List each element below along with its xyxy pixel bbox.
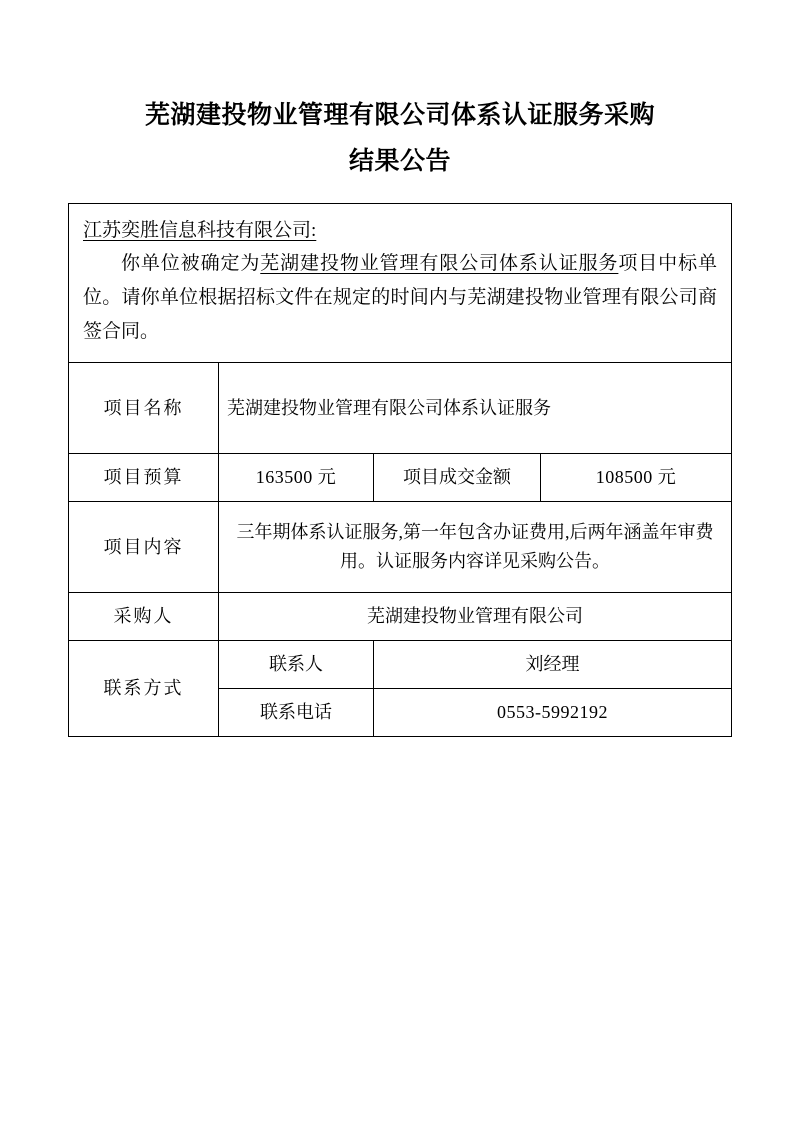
table-row xyxy=(69,363,732,454)
table-row xyxy=(69,640,732,688)
info-table xyxy=(68,362,732,736)
row-value-contact-person: 刘经理 xyxy=(374,640,732,688)
notice-body-part1: 你单位被确定为 xyxy=(121,252,261,274)
row-value-project-content: 三年期体系认证服务,第一年包含办证费用,后两年涵盖年审费用。认证服务内容详见采购公告。 xyxy=(219,502,732,593)
row-label-purchaser: 采购人 xyxy=(69,593,219,641)
row-label-contact-phone: 联系电话 xyxy=(219,688,374,736)
addressee: 江苏奕胜信息科技有限公司: xyxy=(83,219,317,241)
row-deal-amount-wrapper xyxy=(374,454,732,502)
notice-body-highlight: 芜湖建投物业管理有限公司体系认证服务 xyxy=(260,252,619,274)
row-label-project-name: 项目名称 xyxy=(69,363,219,454)
notice-body-part2: 项目中标单位。请你单位根据招标文件在规定的时间内与芜湖建投物业管理有限公司商签合同。 xyxy=(83,252,717,342)
row-value-budget: 163500 元 xyxy=(219,454,374,502)
page-title-line1: 芜湖建投物业管理有限公司体系认证服务采购 xyxy=(144,100,655,129)
row-label-project-content: 项目内容 xyxy=(69,502,219,593)
notice-block xyxy=(68,203,732,363)
table-row xyxy=(69,502,732,593)
table-row xyxy=(69,454,732,502)
page-title-line2: 结果公告 xyxy=(348,146,451,176)
notice-body xyxy=(83,247,717,348)
table-row xyxy=(69,593,732,641)
row-value-project-name: 芜湖建投物业管理有限公司体系认证服务 xyxy=(219,363,732,454)
row-value-deal-amount: 108500 元 xyxy=(595,467,677,488)
row-label-contact-person: 联系人 xyxy=(219,640,374,688)
row-value-purchaser: 芜湖建投物业管理有限公司 xyxy=(219,593,732,641)
row-label-budget: 项目预算 xyxy=(69,454,219,502)
row-label-deal-amount: 项目成交金额 xyxy=(374,454,541,501)
page-title xyxy=(68,92,732,185)
row-label-contact: 联系方式 xyxy=(69,640,219,736)
row-value-contact-phone: 0553-5992192 xyxy=(374,688,732,736)
